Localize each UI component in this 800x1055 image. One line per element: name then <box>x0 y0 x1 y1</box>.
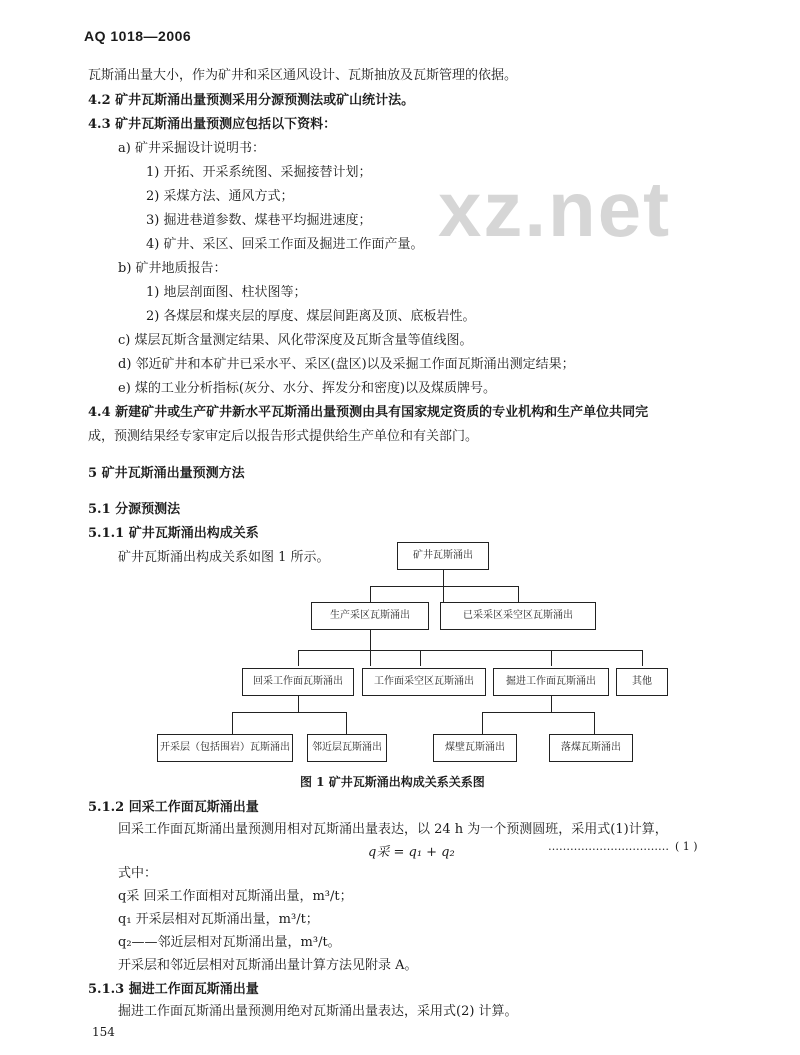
connector <box>298 696 299 712</box>
node-mined-district-goaf: 已采采区采空区瓦斯涌出 <box>440 602 596 630</box>
watermark: xz.net <box>438 165 672 253</box>
sub-item: 1) 开拓、开采系统图、采掘接替计划； <box>146 165 372 180</box>
node-heading-face: 掘进工作面瓦斯涌出 <box>493 668 609 696</box>
standard-header: AQ 1018—2006 <box>84 28 192 44</box>
node-working-face: 回采工作面瓦斯涌出 <box>242 668 354 696</box>
node-coal-wall: 煤壁瓦斯涌出 <box>433 734 517 762</box>
connector <box>298 650 642 651</box>
text-line: 瓦斯涌出量大小，作为矿井和采区通风设计、瓦斯抽放及瓦斯管理的依据。 <box>88 68 518 83</box>
definition-line: q₂——邻近层相对瓦斯涌出量，m³/t。 <box>118 935 341 950</box>
list-item-e: e) 煤的工业分析指标(灰分、水分、挥发分和密度)以及煤质牌号。 <box>118 381 497 396</box>
connector <box>370 630 371 666</box>
formula-leader: …………………………… ( 1 ) <box>548 840 698 853</box>
definition-line: q采 回采工作面相对瓦斯涌出量，m³/t； <box>118 889 353 904</box>
connector <box>518 586 519 602</box>
connector <box>232 712 346 713</box>
formula-1 <box>368 841 455 860</box>
sub-item: 2) 各煤层和煤夹层的厚度、煤层间距离及顶、底板岩性。 <box>146 309 476 324</box>
node-face-goaf: 工作面采空区瓦斯涌出 <box>362 668 486 696</box>
connector <box>370 586 518 587</box>
figure-caption: 图 1 矿井瓦斯涌出构成关系关系图 <box>300 775 485 789</box>
section-5-1-3-heading: 5.1.3 掘进工作面瓦斯涌出量 <box>88 982 259 997</box>
section-5-heading: 5 矿井瓦斯涌出量预测方法 <box>88 466 245 481</box>
formula-number: ( 1 ) <box>675 840 698 853</box>
node-falling-coal: 落煤瓦斯涌出 <box>549 734 633 762</box>
definition-line: q₁ 开采层相对瓦斯涌出量，m³/t； <box>118 912 319 927</box>
sub-item: 4) 矿井、采区、回采工作面及掘进工作面产量。 <box>146 237 424 252</box>
clause-4-4: 4.4 新建矿井或生产矿井新水平瓦斯涌出量预测由具有国家规定资质的专业机构和生产单位共同完 <box>88 405 649 420</box>
connector <box>642 650 643 666</box>
node-mine-gas-emission: 矿井瓦斯涌出 <box>397 542 489 570</box>
sub-item: 1) 地层剖面图、柱状图等； <box>146 285 307 300</box>
text-line: 式中： <box>118 866 158 881</box>
text-line: 开采层和邻近层相对瓦斯涌出量计算方法见附录 A。 <box>118 958 418 973</box>
connector <box>551 696 552 712</box>
section-5-1-2-heading: 5.1.2 回采工作面瓦斯涌出量 <box>88 800 259 815</box>
section-5-1-heading: 5.1 分源预测法 <box>88 502 181 517</box>
clause-4-2: 4.2 矿井瓦斯涌出量预测采用分源预测法或矿山统计法。 <box>88 93 415 108</box>
connector <box>482 712 483 736</box>
formula-lhs: q采 <box>368 845 390 860</box>
text-line: 矿井瓦斯涌出构成关系如图 1 所示。 <box>118 550 330 565</box>
connector <box>346 712 347 736</box>
text-line: 回采工作面瓦斯涌出量预测用相对瓦斯涌出量表达，以 24 h 为一个预测圆班，采用式(1)计算， <box>118 822 668 837</box>
page-number: 154 <box>92 1025 115 1039</box>
list-item-a: a) 矿井采掘设计说明书： <box>118 141 265 156</box>
connector <box>420 650 421 666</box>
node-production-district: 生产采区瓦斯涌出 <box>311 602 429 630</box>
sub-item: 3) 掘进巷道参数、煤巷平均掘进速度； <box>146 213 372 228</box>
connector <box>370 586 371 602</box>
list-item-b: b) 矿井地质报告： <box>118 261 227 276</box>
node-other: 其他 <box>616 668 668 696</box>
connector <box>298 650 299 666</box>
connector <box>232 712 233 736</box>
list-item-c: c) 煤层瓦斯含量测定结果、风化带深度及瓦斯含量等值线图。 <box>118 333 473 348</box>
formula-rhs: = q₁ + q₂ <box>393 845 455 860</box>
node-mining-seam: 开采层（包括围岩）瓦斯涌出 <box>157 734 293 762</box>
connector <box>594 712 595 736</box>
text-line: 掘进工作面瓦斯涌出量预测用绝对瓦斯涌出量表达，采用式(2) 计算。 <box>118 1004 518 1019</box>
connector <box>482 712 594 713</box>
list-item-d: d) 邻近矿井和本矿井已采水平、采区(盘区)以及采掘工作面瓦斯涌出测定结果； <box>118 357 575 372</box>
sub-item: 2) 采煤方法、通风方式； <box>146 189 294 204</box>
clause-4-3: 4.3 矿井瓦斯涌出量预测应包括以下资料： <box>88 117 337 132</box>
connector <box>551 650 552 666</box>
text-line: 成，预测结果经专家审定后以报告形式提供给生产单位和有关部门。 <box>88 429 479 444</box>
section-5-1-1-heading: 5.1.1 矿井瓦斯涌出构成关系 <box>88 526 259 541</box>
node-adjacent-seam: 邻近层瓦斯涌出 <box>307 734 387 762</box>
